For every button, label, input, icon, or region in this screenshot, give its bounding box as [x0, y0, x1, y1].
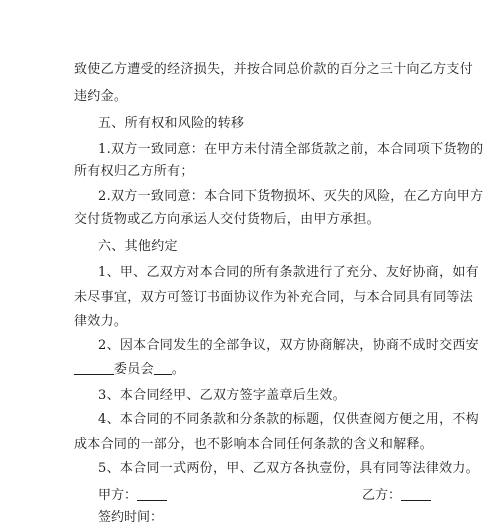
- paragraph-line: 交付货物或乙方向承运人交付货物后，由甲方承担。: [74, 212, 380, 227]
- party-b-signature: [362, 488, 431, 504]
- paragraph-line: 1.双方一致同意：在甲方未付清全部货款之前，本合同项下货物的: [98, 142, 484, 157]
- sign-date: 签约时间：: [98, 510, 164, 525]
- section-6-heading: 六、其他约定: [98, 239, 178, 254]
- paragraph-line: 成本合同的一部分，也不影响本合同任何条款的含义和解释。: [74, 437, 434, 452]
- paragraph-line: 3、本合同经甲、乙双方签字盖章后生效。: [98, 388, 346, 403]
- paragraph-line: 违约金。: [74, 89, 128, 104]
- paragraph-line: 1、甲、乙双方对本合同的所有条款进行了充分、友好协商，如有: [98, 265, 479, 280]
- blank-underline: [74, 362, 114, 375]
- text-fragment: 委员会: [114, 362, 154, 377]
- party-b-label: 乙方：: [362, 488, 402, 503]
- party-a-blank: [137, 488, 167, 501]
- paragraph-line: [74, 362, 185, 378]
- party-b-blank: [401, 488, 431, 501]
- paragraph-line: 未尽事宜，双方可签订书面协议作为补充合同，与本合同具有同等法: [74, 290, 474, 305]
- paragraph-line: 所有权归乙方所有；: [74, 164, 194, 179]
- paragraph-line: 致使乙方遭受的经济损失，并按合同总价款的百分之三十向乙方支付: [74, 62, 474, 77]
- paragraph-line: 2、因本合同发生的全部争议，双方协商解决，协商不成时交西安: [98, 338, 479, 353]
- section-5-heading: 五、所有权和风险的转移: [98, 116, 245, 131]
- text-fragment: 。: [171, 362, 186, 377]
- paragraph-line: 5、本合同一式两份，甲、乙双方各执壹份，具有同等法律效力。: [98, 461, 479, 476]
- paragraph-line: 律效力。: [74, 314, 128, 329]
- party-a-signature: [98, 488, 167, 504]
- paragraph-line: 2.双方一致同意：本合同下货物损坏、灭失的风险，在乙方向甲方: [98, 189, 484, 204]
- party-a-label: 甲方：: [98, 488, 138, 503]
- blank-underline: [154, 362, 172, 375]
- paragraph-line: 4、本合同的不同条款和分条款的标题，仅供查阅方便之用，不构: [98, 412, 479, 427]
